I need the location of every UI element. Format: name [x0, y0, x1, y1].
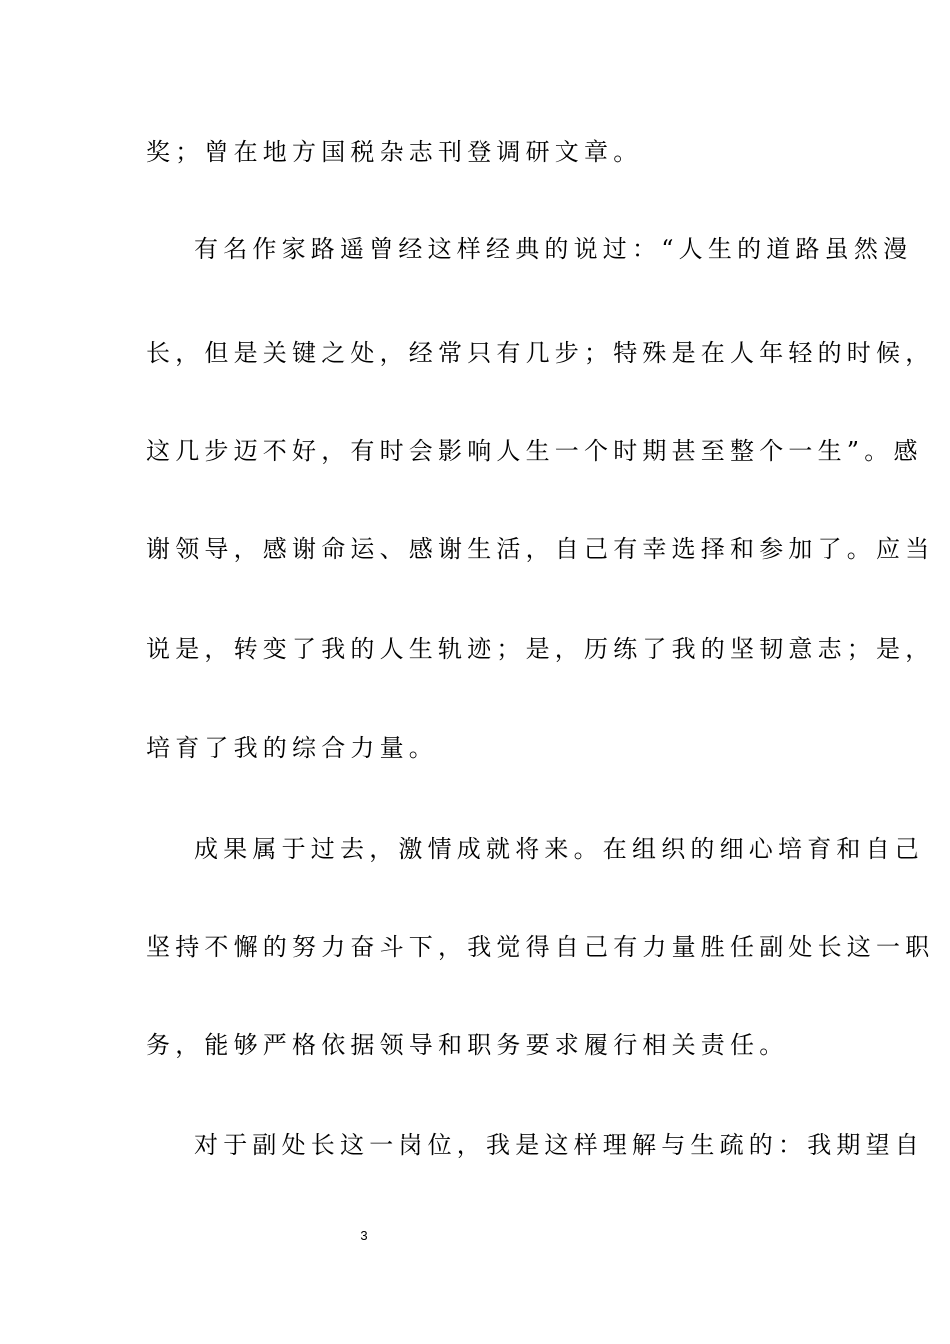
text-line: 务，能够严格依据领导和职务要求履行相关责任。 [146, 1031, 789, 1059]
text-line: 坚持不懈的努力奋斗下，我觉得自己有力量胜任副处长这一职 [146, 933, 935, 961]
page-number: 3 [360, 1228, 368, 1243]
text-line: 培育了我的综合力量。 [146, 734, 438, 762]
text-line: 成果属于过去，激情成就将来。在组织的细心培育和自己 [194, 835, 924, 863]
text-line: 长，但是关键之处，经常只有几步；特殊是在人年轻的时候， [146, 339, 935, 367]
text-line: 奖；曾在地方国税杂志刊登调研文章。 [146, 138, 643, 166]
text-line: 说是，转变了我的人生轨迹；是，历练了我的坚韧意志；是， [146, 635, 935, 663]
text-line: 谢领导，感谢命运、感谢生活，自己有幸选择和参加了。应当 [146, 535, 935, 563]
text-line: 这几步迈不好，有时会影响人生一个时期甚至整个一生”。感 [146, 437, 923, 465]
text-line: 对于副处长这一岗位，我是这样理解与生疏的：我期望自 [194, 1131, 924, 1159]
text-line: 有名作家路遥曾经这样经典的说过：“人生的道路虽然漫 [194, 235, 913, 263]
